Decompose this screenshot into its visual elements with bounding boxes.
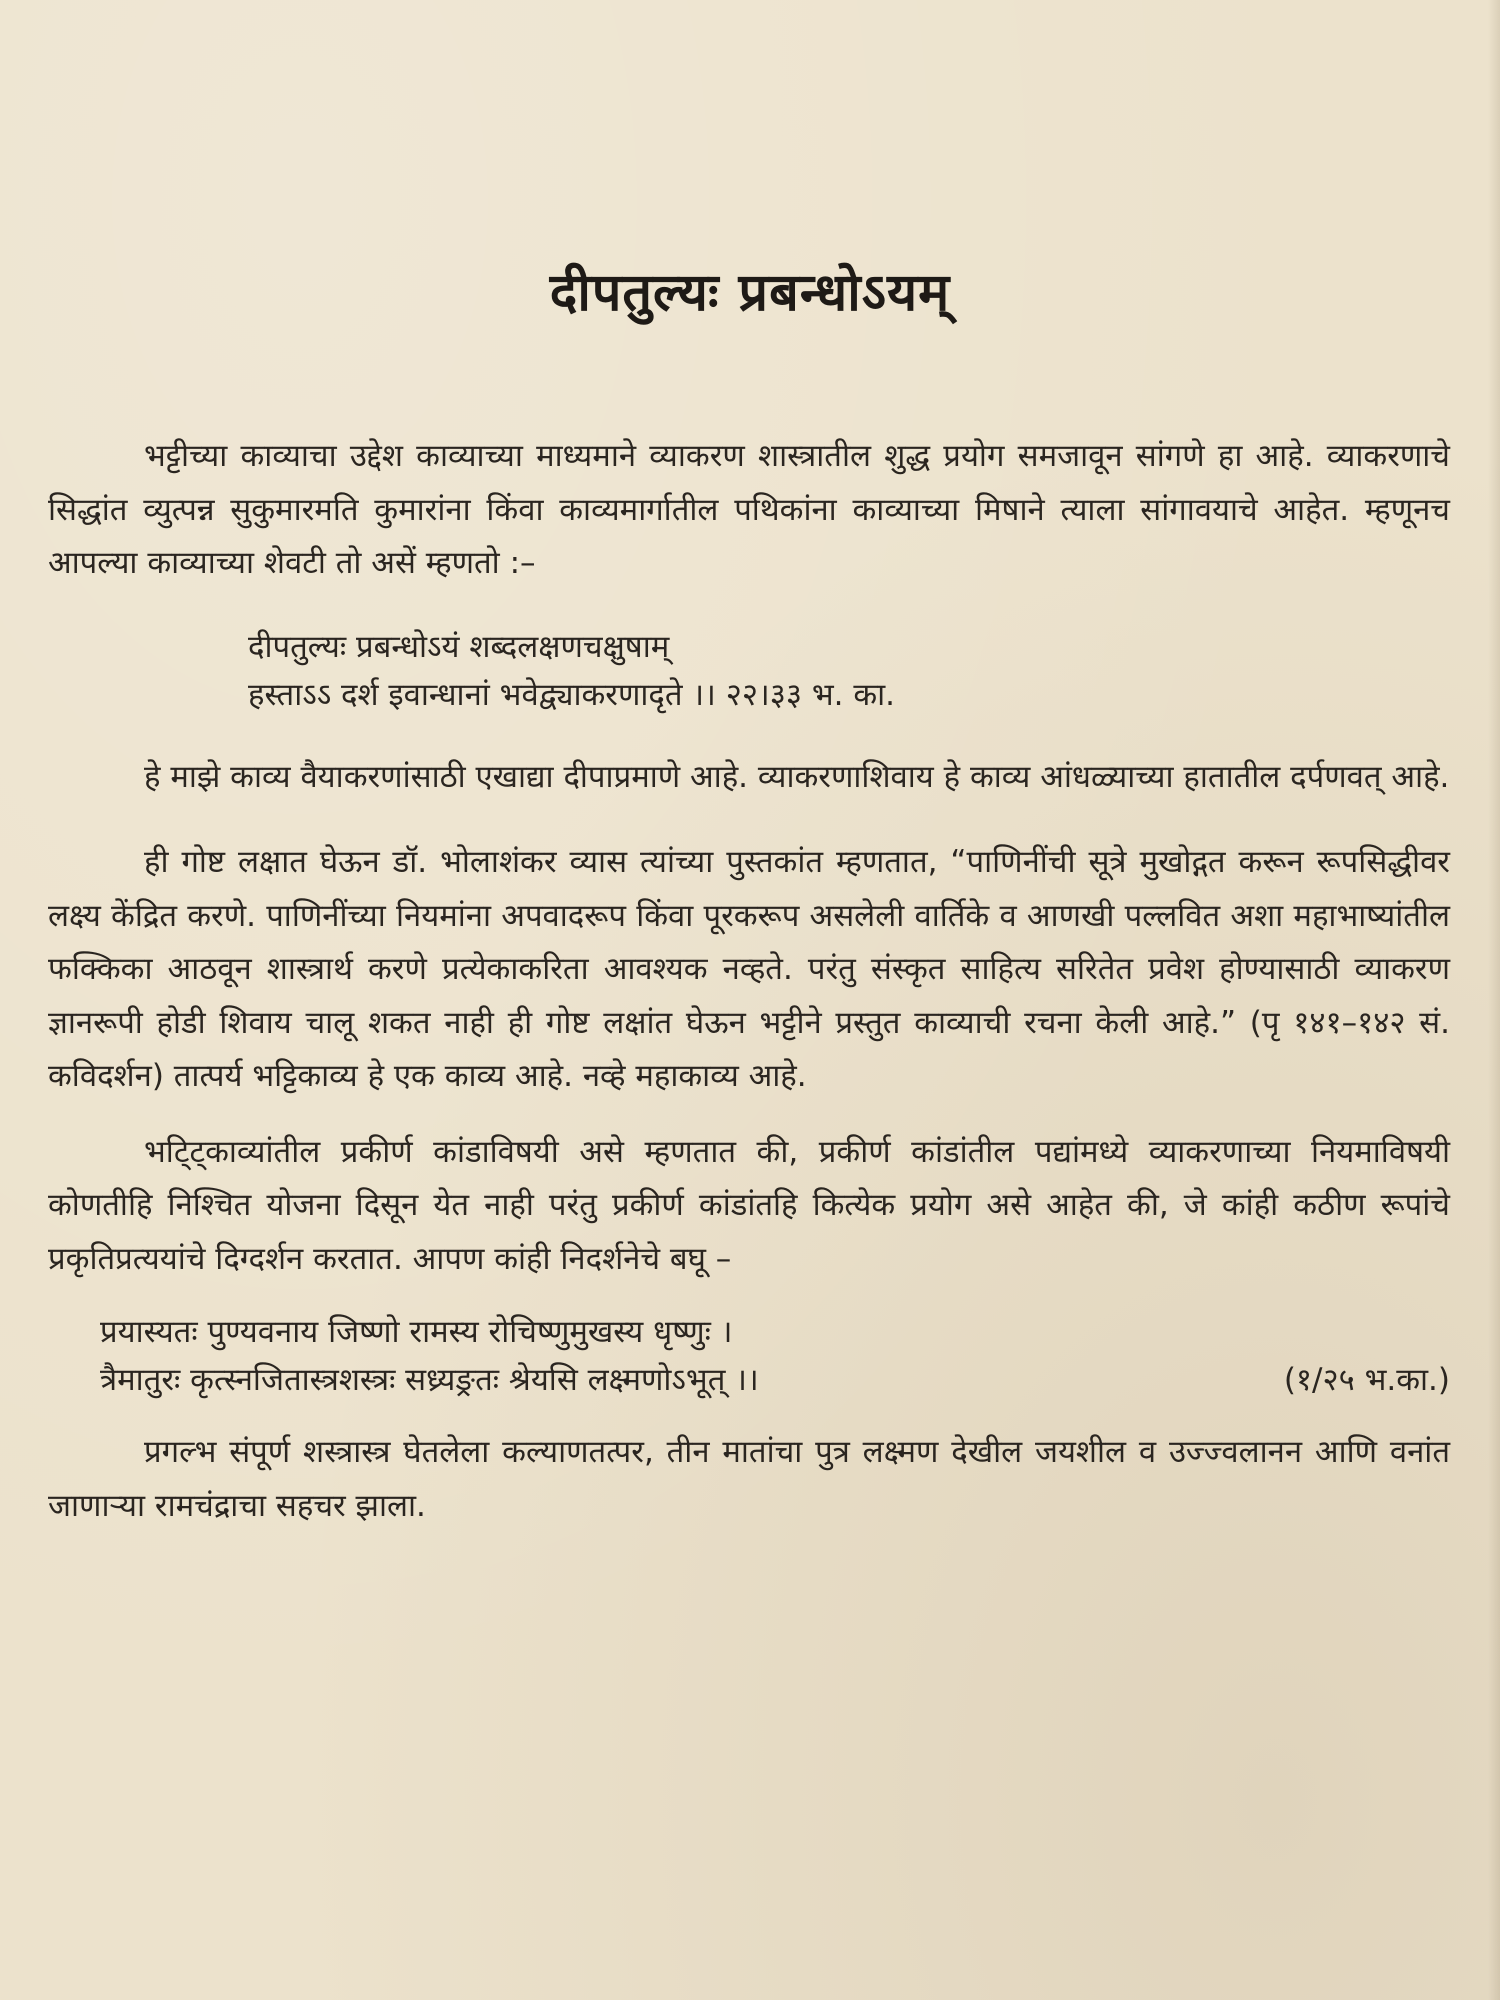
- spacer: [48, 719, 1450, 751]
- paragraph-1: भट्टीच्या काव्याचा उद्देश काव्याच्या माध्यमाने व्याकरण शास्त्रातील शुद्ध प्रयोग समजावून सांगणे हा आहे. व्याकरणाचे सिद्धांत व्युत्पन्न सुकुमारमति कुमारांना किंवा काव्यमार्गातील पथिकांना काव्याच्या मिषाने त्याला सांगावयाचे आहेत. म्हणूनच आपल्या काव्याच्या शेवटी तो असें म्हणतो :–: [48, 438, 1450, 581]
- spacer: [48, 1404, 1450, 1426]
- verse-1-line-2: हस्ताऽऽ दर्श इवान्धानां भवेद्व्याकरणादृते ।। २२।३३ भ. का.: [248, 676, 896, 713]
- page-title: दीपतुल्यः प्रबन्धोऽयम्: [549, 263, 951, 323]
- paragraph-4: भटि्ट्काव्यांतील प्रकीर्ण कांडाविषयी असे म्हणतात की, प्रकीर्ण कांडांतील पद्यांमध्ये व्याकरणाच्या नियमाविषयी कोणतीहि निश्चित योजना दिसून येत नाही परंतु प्रकीर्ण कांडांतहि कित्येक प्रयोग असे आहेत की, जे कांही कठीण रूपांचे प्रकृतिप्रत्ययांचे दिग्दर्शन करतात. आपण कांही निदर्शनेचे बघू –: [48, 1133, 1450, 1277]
- spacer: [48, 591, 1450, 623]
- verse-2-line-2: त्रैमातुरः कृत्स्नजितास्त्रशस्त्रः सध्र्यङ्रतः श्रेयसि लक्ष्मणोऽभूत् ।।: [100, 1362, 759, 1398]
- paragraph-5: प्रगल्भ संपूर्ण शस्त्रास्त्र घेतलेला कल्याणतत्पर, तीन मातांचा पुत्र लक्ष्मण देखील जयशील व उज्ज्वलानन आणि वनांत जाणाऱ्या रामचंद्राचा सहचर झाला.: [48, 1434, 1450, 1524]
- verse-2-row: [48, 1356, 1450, 1404]
- paragraph-2: हे माझे काव्य वैयाकरणांसाठी एखाद्या दीपाप्रमाणे आहे. व्याकरणाशिवाय हे काव्य आंधळ्याच्या हातातील दर्पणवत् आहे.: [144, 758, 1450, 795]
- spacer: [48, 1104, 1450, 1126]
- verse-2-line-1: प्रयास्यतः पुण्यवनाय जिष्णो रामस्य रोचिष्णुमुखस्य धृष्णुः ।: [100, 1314, 733, 1350]
- spacer: [48, 1286, 1450, 1308]
- page-edge-shadow: [1488, 0, 1500, 2000]
- body-text: [48, 430, 1450, 1533]
- verse-2-reference: (१/२५ भ.का.): [1283, 1362, 1450, 1398]
- paragraph-3: ही गोष्ट लक्षात घेऊन डॉ. भोलाशंकर व्यास त्यांच्या पुस्तकांत म्हणतात, “पाणिनींची सूत्रे मुखोद्गत करून रूपसिद्धीवर लक्ष्य केंद्रित करणे. पाणिनींच्या नियमांना अपवादरूप किंवा पूरकरूप असलेली वार्तिके व आणखी पल्लवित अशा महाभाष्यांतील फक्किका आठवून शास्त्रार्थ करणे प्रत्येकाकरिता आवश्यक नव्हते. परंतु संस्कृत साहित्य सरितेत प्रवेश होण्यासाठी व्याकरण ज्ञानरूपी होडी शिवाय चालू शकत नाही ही गोष्ट लक्षांत घेऊन भट्टीने प्रस्तुत काव्याची रचना केली आहे.” (पृ १४१–१४२ सं. कविदर्शन) तात्पर्य भट्टिकाव्य हे एक काव्य आहे. नव्हे महाकाव्य आहे.: [48, 844, 1450, 1094]
- spacer: [48, 804, 1450, 836]
- verse-1-line-1: दीपतुल्यः प्रबन्धोऽयं शब्दलक्षणचक्षुषाम्: [248, 628, 670, 665]
